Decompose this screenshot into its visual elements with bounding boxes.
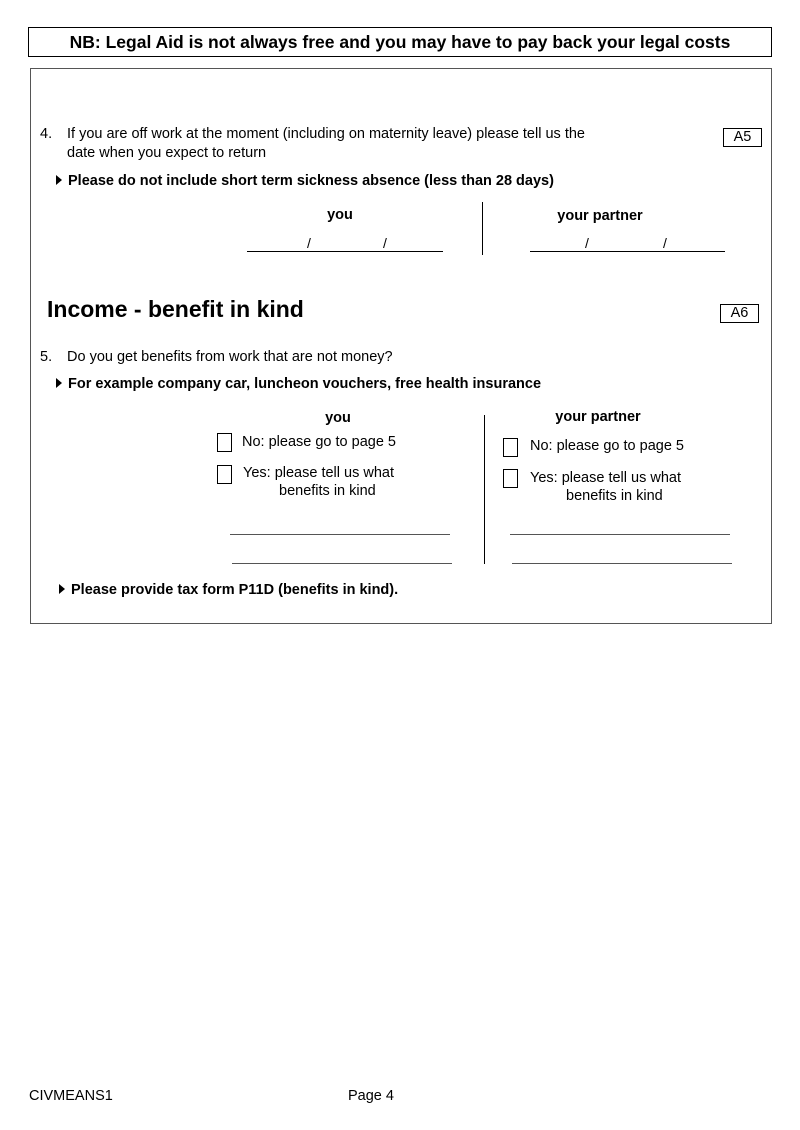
section-title-benefit-in-kind: Income - benefit in kind	[47, 296, 304, 322]
question-4-you-header: you	[327, 207, 353, 223]
bullet-triangle-icon	[56, 175, 62, 185]
partner-yes-label-line1: Yes: please tell us what	[530, 470, 682, 486]
partner-benefits-write-line-1[interactable]	[510, 534, 730, 535]
question-4-you-date-field[interactable]	[247, 233, 443, 252]
question-4-column-divider	[482, 202, 483, 255]
you-yes-checkbox[interactable]	[217, 465, 232, 484]
question-4-code-box: A5	[723, 128, 762, 147]
question-5-note-text: For example company car, luncheon vouchers, free health insurance	[68, 376, 542, 392]
question-4-note-text: Please do not include short term sickness absence (less than 28 days)	[68, 173, 554, 189]
p11d-note	[59, 582, 398, 598]
date-separator: /	[585, 235, 589, 251]
question-5-you-header: you	[325, 410, 351, 426]
question-5-partner-header: your partner	[555, 409, 641, 425]
partner-benefits-write-line-2[interactable]	[512, 563, 732, 564]
date-separator: /	[307, 235, 311, 251]
question-5-note	[56, 376, 541, 392]
question-4-number: 4.	[40, 126, 53, 142]
question-4-text-line2: date when you expect to return	[67, 145, 267, 161]
question-4-partner-date-field[interactable]	[530, 233, 725, 252]
question-5-text: Do you get benefits from work that are not money?	[67, 349, 393, 365]
section-code-box: A6	[720, 304, 759, 323]
partner-no-label: No: please go to page 5	[530, 438, 684, 454]
question-5-number: 5.	[40, 349, 53, 365]
question-4-text-line1: If you are off work at the moment (including on maternity leave) please tell us the	[67, 126, 585, 142]
you-benefits-write-line-2[interactable]	[232, 563, 452, 564]
question-4-partner-header: your partner	[557, 208, 643, 224]
p11d-note-text: Please provide tax form P11D (benefits in kind).	[71, 582, 399, 598]
footer-page-number: Page 4	[348, 1088, 394, 1104]
partner-yes-label-line2: benefits in kind	[566, 488, 663, 504]
question-5-column-divider	[484, 415, 485, 564]
question-4-note	[56, 173, 554, 189]
legal-aid-notice-banner: NB: Legal Aid is not always free and you may have to pay back your legal costs	[28, 27, 772, 57]
footer-form-code: CIVMEANS1	[29, 1088, 113, 1104]
bullet-triangle-icon	[56, 378, 62, 388]
you-yes-label-line2: benefits in kind	[279, 483, 376, 499]
you-benefits-write-line-1[interactable]	[230, 534, 450, 535]
you-no-label: No: please go to page 5	[242, 434, 396, 450]
date-separator: /	[383, 235, 387, 251]
partner-yes-checkbox[interactable]	[503, 469, 518, 488]
you-no-checkbox[interactable]	[217, 433, 232, 452]
date-separator: /	[663, 235, 667, 251]
bullet-triangle-icon	[59, 584, 65, 594]
partner-no-checkbox[interactable]	[503, 438, 518, 457]
you-yes-label-line1: Yes: please tell us what	[243, 465, 395, 481]
